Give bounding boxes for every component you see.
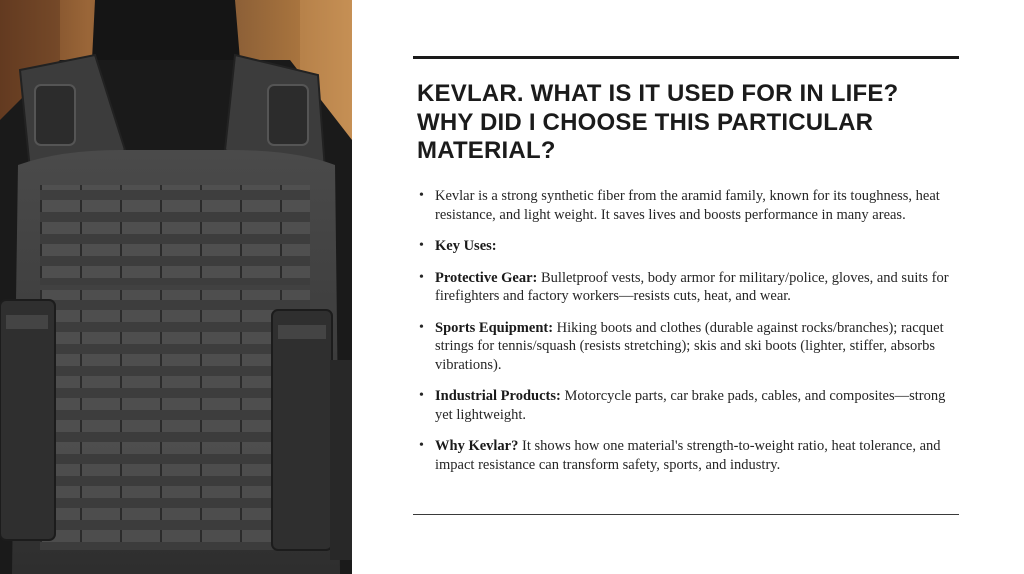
bullet-label: Key Uses: <box>435 238 497 254</box>
bullet-label: Why Kevlar? <box>435 438 519 454</box>
bullet-item <box>417 237 962 256</box>
bottom-divider <box>413 514 959 515</box>
slide-title: KEVLAR. WHAT IS IT USED FOR IN LIFE?WHY DID I CHOOSE THIS PARTICULAR MATERIAL? <box>417 80 899 164</box>
bullet-label: Sports Equipment: <box>435 319 554 336</box>
bullet-label: Industrial Products: <box>435 388 561 404</box>
bullet-item <box>417 437 962 474</box>
vest-photo <box>0 0 352 574</box>
bullet-text: Bulletproof vests, body armor for military/police, gloves, and suits for firefighters and factory workers—resists cuts, heat, and wear. <box>435 269 949 304</box>
bullet-item <box>417 319 962 375</box>
bullet-item <box>417 387 962 424</box>
bullet-item <box>417 187 962 224</box>
bullet-text: Hiking boots and clothes (durable against rocks/branches); racquet strings for tennis/squash (resists stretching); skis and ski boots (lighter, stiffer, absorbs vibrations). <box>435 319 944 373</box>
top-divider <box>413 56 959 59</box>
bullet-text: Kevlar is a strong synthetic fiber from the aramid family, known for its toughness, heat resistance, and light weight. It saves lives and boosts performance in many areas. <box>435 188 940 223</box>
bullet-item <box>417 269 962 306</box>
bullet-label: Protective Gear: <box>435 269 538 286</box>
bullet-text: Motorcycle parts, car brake pads, cables, and composites—strong yet lightweight. <box>435 388 946 423</box>
bullet-list <box>417 187 962 487</box>
vest-illustration <box>0 0 352 574</box>
bullet-text: It shows how one material's strength-to-weight ratio, heat tolerance, and impact resistance can transform safety, sports, and industry. <box>435 438 941 473</box>
